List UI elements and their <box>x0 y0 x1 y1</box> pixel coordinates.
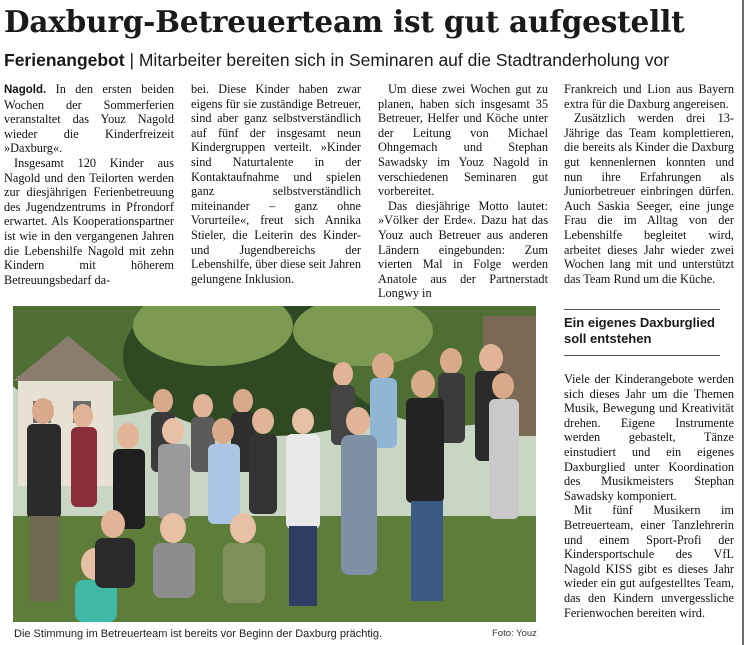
paragraph-text: In den ersten beiden Wochen der Sommerferien veranstaltet das Youz Nagold wieder die Kinderfreizeit »Daxburg«. <box>4 82 174 156</box>
paragraph: Das diesjährige Motto lautet: »Völker der Erde«. Dazu hat das Youz auch Betreuer aus anderen Ländern eingebunden: Zum vierten Mal in Folge werden Anatole aus der Partnerstadt Longwy in <box>378 198 548 301</box>
article-column-1 <box>4 82 174 287</box>
paragraph: Zusätzlich werden drei 13-Jährige das Team komplettieren, die bereits als Kinder die Daxburg gut kennenlernen konnten und nun ihre Erfahrungen als Juniorbetreuer einbringen dürfen. Auch Saskia Seeger, eine junge Frau die im Alltag von der Lebenshilfe begleitet wird, arbeitet dieses Jahr wieder zwei Wochen lang mit und unterstützt das Team Rund um die Küche. <box>564 111 734 286</box>
dateline: Nagold. <box>4 84 47 96</box>
section-rule-bottom <box>564 355 720 356</box>
subheadline: Mitarbeiter bereiten sich in Seminaren auf die Stadtranderholung vor <box>138 50 670 70</box>
group-photo-image <box>13 306 536 622</box>
section-heading: Ein eigenes Daxburglied soll entstehen <box>564 315 715 346</box>
paragraph: Frankreich und Lion aus Bayern extra für die Daxburg angereisen. <box>564 82 734 111</box>
article-column-4-continued <box>564 372 734 620</box>
paragraph: Viele der Kinderangebote werden sich dieses Jahr um die Themen Musik, Bewegung und Kreativität drehen. Eigene Instrumente werden gebastelt, Tänze einstudiert und ein eigenes Daxburglied unter Koordination des Musikmeisters Stephan Sawadsky komponiert. <box>564 372 734 503</box>
kicker-separator: | <box>124 50 139 70</box>
article-column-3 <box>378 82 548 301</box>
photo-credit: Foto: Youz <box>492 628 537 639</box>
paragraph: Mit fünf Musikern im Betreuerteam, einer Tanzlehrerin und einem Sport-Profi der Kindersportschule des VfL Nagold KISS gibt es dieses Jahr wieder ein gut aufgestelltes Team, das den Kindern unvergessliche Ferienwochen bereiten wird. <box>564 503 734 620</box>
kicker: Ferienangebot <box>4 50 125 70</box>
group-photo <box>13 306 536 622</box>
subheadline-line <box>4 49 669 71</box>
paragraph: bei. Diese Kinder haben zwar eigens für sie zuständige Betreuer, sind aber ganz selbstverständlich auf fünf der insgesamt neun Kindergruppen verteilt. »Kinder sind Naturtalente in der Kontaktaufnahme und spielen ganz selbstverständlich miteinander – ganz ohne Vorurteile«, freut sich Annika Stieler, die Leiterin des Kinder- und Jugendbereichs der Lebenshilfe, über diese seit Jahren gelungene Inklusion. <box>191 82 361 286</box>
section-rule-top <box>564 309 720 310</box>
article-column-4 <box>564 82 734 286</box>
headline: Daxburg-Betreuerteam ist gut aufgestellt <box>4 4 685 39</box>
paragraph <box>4 82 174 156</box>
paragraph: Um diese zwei Wochen gut zu planen, haben sich insgesamt 35 Betreuer, Helfer und Köche unter der Leitung von Michael Ohngemach und Stephan Sawadsky im Youz Nagold in verschiedenen Seminaren gut vorbereitet. <box>378 82 548 199</box>
article-column-2 <box>191 82 361 286</box>
paragraph: Insgesamt 120 Kinder aus Nagold und den Teilorten werden zur diesjährigen Ferienbetreuung des Jugendzentrums in Pfrondorf erwartet. Als Kooperationspartner ist wie in den vergangenen Jahren die Lebenshilfe Nagold mit zehn Kindern mit höherem Betreuungsbedarf da- <box>4 155 174 287</box>
photo-caption: Die Stimmung im Betreuerteam ist bereits vor Beginn der Daxburg prächtig. <box>14 628 383 640</box>
